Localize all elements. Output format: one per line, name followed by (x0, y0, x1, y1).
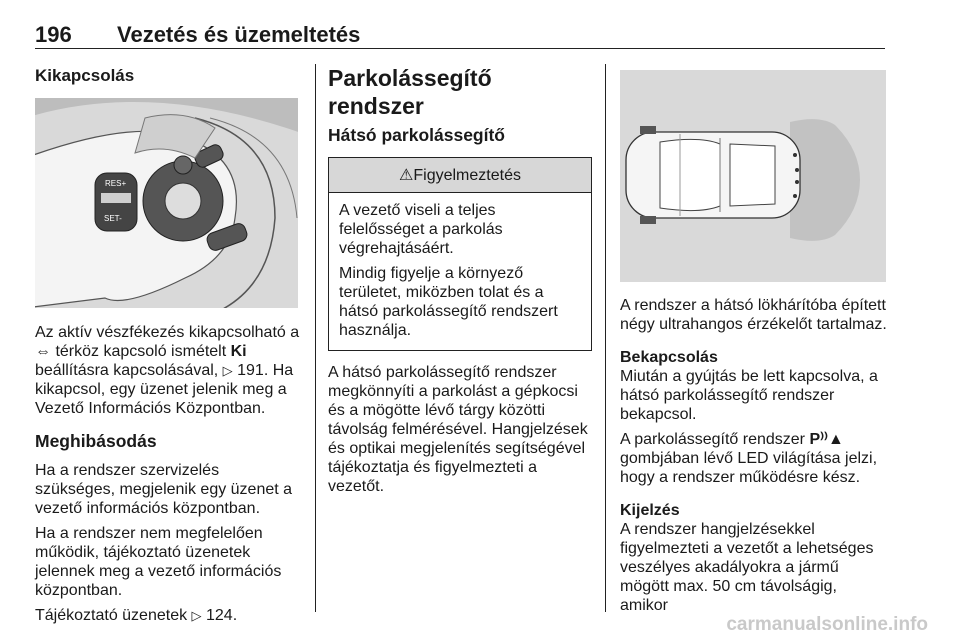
section-heading: Hátsó parkolássegítő (328, 125, 505, 145)
paragraph: A rendszer hangjelzésekkel figyelmezteti a vezetőt a lehetséges veszélyes akadályokra a jármű mögött max. 50 cm távolságig, amikor (620, 521, 874, 614)
car-sensor-illustration (620, 70, 886, 282)
section-heading: Kikapcsolás (35, 66, 135, 85)
section-heading: Meghibásodás (35, 431, 157, 451)
paragraph: Ha a rendszer szervizelés szükséges, megjelenik egy üzenet a vezető információs központban. (35, 462, 293, 517)
steering-wheel-illustration (35, 98, 298, 308)
car-sensor-image (620, 70, 886, 282)
page-title: Parkolássegítő rendszer (328, 65, 492, 119)
paragraph: Ha a rendszer nem megfelelően működik, tájékoztató üzenetek jelennek meg a vezető információs központban. (35, 525, 282, 599)
warning-body (329, 193, 591, 350)
page-number: 196 (35, 22, 72, 47)
section-heading: Bekapcsolás (620, 349, 718, 366)
paragraph: Mindig figyelje a környező területet, miközben tolat és a hátsó parkolássegítő rendszert használja. (339, 265, 558, 339)
middle-column (328, 64, 592, 496)
column-divider (315, 64, 316, 612)
res-label: RES+ (105, 179, 127, 188)
parking-assist-icon: P⁾⁾▲ (809, 431, 844, 448)
distance-switch-icon: ⇔ (35, 343, 51, 360)
left-column (35, 64, 300, 625)
paragraph: A rendszer a hátsó lökhárítóba épített négy ultrahangos érzékelőt tartalmaz. (620, 297, 887, 333)
steering-wheel-image (35, 98, 298, 308)
paragraph: Miután a gyújtás be lett kapcsolva, a hátsó parkolássegítő rendszer bekapcsol. (620, 368, 878, 423)
paragraph: A vezető viseli a teljes felelősséget a parkolás végrehajtásáért. (339, 202, 503, 257)
column-divider (605, 64, 606, 612)
set-label: SET- (104, 214, 122, 223)
warning-triangle-icon: ⚠ (399, 167, 414, 184)
right-column (620, 64, 888, 615)
paragraph: Az aktív vészfékezés kikapcsolható a ⇔ térköz kapcsoló ismételt Ki beállításra kapcsolásával, ▷ 191. Ha kikapcsol, egy üzenet jelenik meg a Vezető Információs Központban. (35, 324, 300, 417)
paragraph: A hátsó parkolássegítő rendszer megkönnyíti a parkolást a gépkocsi és a mögötte lévő tárgy közötti távolság felmérésével. Hangjelzések és optikai megjelenítés segítségével tájékoztatja és figyelmezteti a vezetőt. (328, 364, 588, 495)
paragraph: A parkolássegítő rendszer P⁾⁾▲ gombjában lévő LED világítása jelzi, hogy a rendszer működésre kész. (620, 431, 878, 486)
page-header (35, 22, 885, 49)
warning-header: ⚠Figyelmeztetés (329, 158, 591, 193)
triangle-ref-icon: ▷ (222, 363, 233, 378)
triangle-ref-icon: ▷ (191, 608, 202, 623)
paragraph: Tájékoztató üzenetek ▷ 124. (35, 607, 238, 624)
section-heading: Kijelzés (620, 502, 680, 519)
chapter-title: Vezetés és üzemeltetés (117, 22, 361, 47)
warning-box (328, 157, 592, 351)
watermark: carmanualsonline.info (726, 614, 928, 635)
